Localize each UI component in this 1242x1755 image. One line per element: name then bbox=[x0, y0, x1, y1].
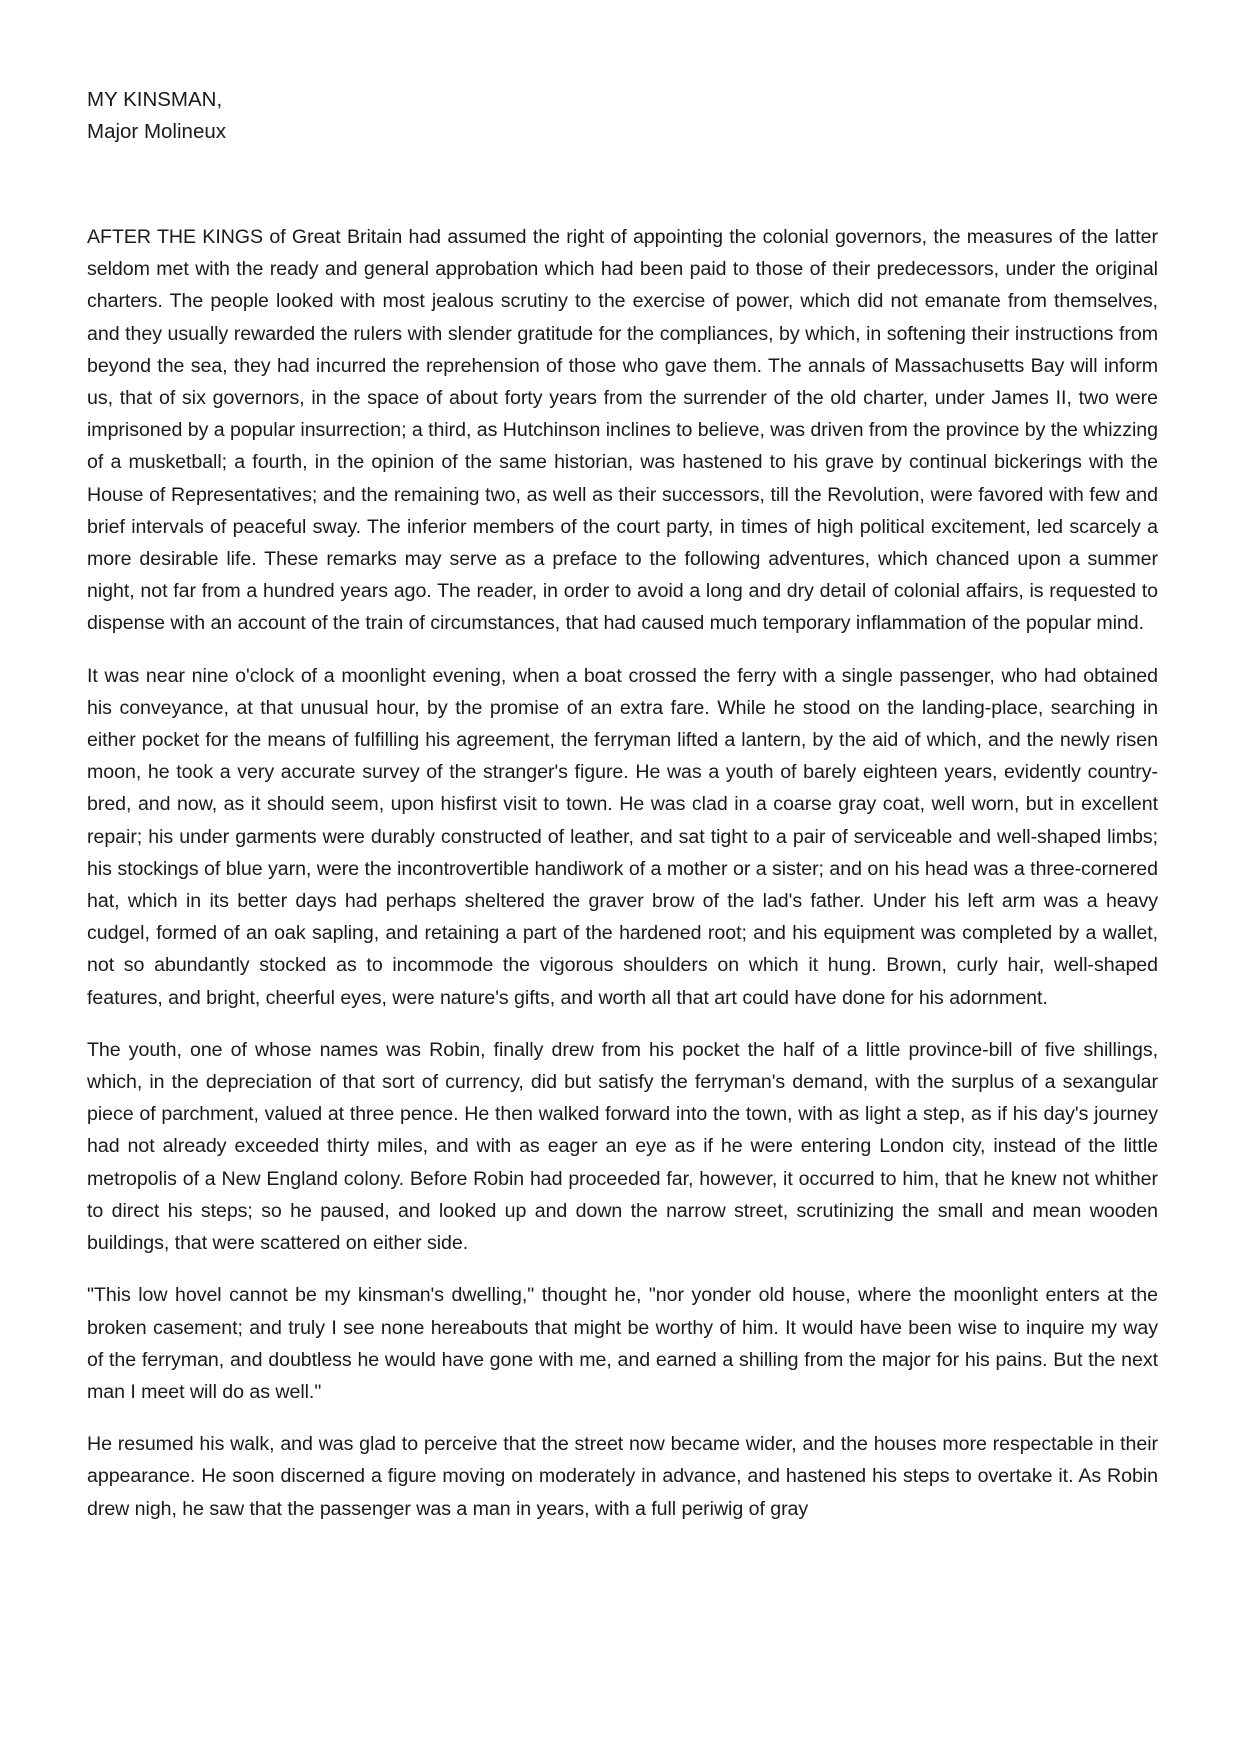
paragraph-4: "This low hovel cannot be my kinsman's dwelling," thought he, "nor yonder old house, where the moonlight enters at the broken casement; and truly I see none hereabouts that might be worthy of him. It would have been wise to inquire my way of the ferryman, and doubtless he would have gone with me, and earned a shilling from the major for his pains. But the next man I meet will do as well." bbox=[87, 1284, 1158, 1403]
story-body bbox=[87, 221, 1158, 1525]
story-title: MY KINSMAN, bbox=[87, 88, 223, 111]
paragraph-3: The youth, one of whose names was Robin, finally drew from his pocket the half of a little province-bill of five shillings, which, in the depreciation of that sort of currency, did but satisfy the ferryman's demand, with the surplus of a sexangular piece of parchment, valued at three pence. He then walked forward into the town, with as light a step, as if his day's journey had not already exceeded thirty miles, and with as eager an eye as if he were entering London city, instead of the little metropolis of a New England colony. Before Robin had proceeded far, however, it occurred to him, that he knew not whither to direct his steps; so he paused, and looked up and down the narrow street, scrutinizing the small and mean wooden buildings, that were scattered on either side. bbox=[87, 1038, 1158, 1255]
paragraph-5: He resumed his walk, and was glad to perceive that the street now became wider, and the houses more respectable in their appearance. He soon discerned a figure moving on moderately in advance, and hastened his steps to overtake it. As Robin drew nigh, he saw that the passenger was a man in years, with a full periwig of gray bbox=[87, 1433, 1158, 1520]
story-subtitle: Major Molineux bbox=[87, 120, 226, 143]
title-block bbox=[87, 84, 226, 148]
paragraph-2: It was near nine o'clock of a moonlight evening, when a boat crossed the ferry with a single passenger, who had obtained his conveyance, at that unusual hour, by the promise of an extra fare. While he stood on the landing-place, searching in either pocket for the means of fulfilling his agreement, the ferryman lifted a lantern, by the aid of which, and the newly risen moon, he took a very accurate survey of the stranger's figure. He was a youth of barely eighteen years, evidently country-bred, and now, as it should seem, upon hisfirst visit to town. He was clad in a coarse gray coat, well worn, but in excellent repair; his under garments were durably constructed of leather, and sat tight to a pair of serviceable and well-shaped limbs; his stockings of blue yarn, were the incontrovertible handiwork of a mother or a sister; and on his head was a three-cornered hat, which in its better days had perhaps sheltered the graver brow of the lad's father. Under his left arm was a heavy cudgel, formed of an oak sapling, and retaining a part of the hardened root; and his equipment was completed by a wallet, not so abundantly stocked as to incommode the vigorous shoulders on which it hung. Brown, curly hair, well-shaped features, and bright, cheerful eyes, were nature's gifts, and worth all that art could have done for his adornment. bbox=[87, 664, 1158, 1009]
paragraph-1: AFTER THE KINGS of Great Britain had assumed the right of appointing the colonial governors, the measures of the latter seldom met with the ready and general approbation which had been paid to those of their predecessors, under the original charters. The people looked with most jealous scrutiny to the exercise of power, which did not emanate from themselves, and they usually rewarded the rulers with slender gratitude for the compliances, by which, in softening their instructions from beyond the sea, they had incurred the reprehension of those who gave them. The annals of Massachusetts Bay will inform us, that of six governors, in the space of about forty years from the surrender of the old charter, under James II, two were imprisoned by a popular insurrection; a third, as Hutchinson inclines to believe, was driven from the province by the whizzing of a musketball; a fourth, in the opinion of the same historian, was hastened to his grave by continual bickerings with the House of Representatives; and the remaining two, as well as their successors, till the Revolution, were favored with few and brief intervals of peaceful sway. The inferior members of the court party, in times of high political excitement, led scarcely a more desirable life. These remarks may serve as a preface to the following adventures, which chanced upon a summer night, not far from a hundred years ago. The reader, in order to avoid a long and dry detail of colonial affairs, is requested to dispense with an account of the train of circumstances, that had caused much temporary inflammation of the popular mind. bbox=[87, 226, 1158, 635]
